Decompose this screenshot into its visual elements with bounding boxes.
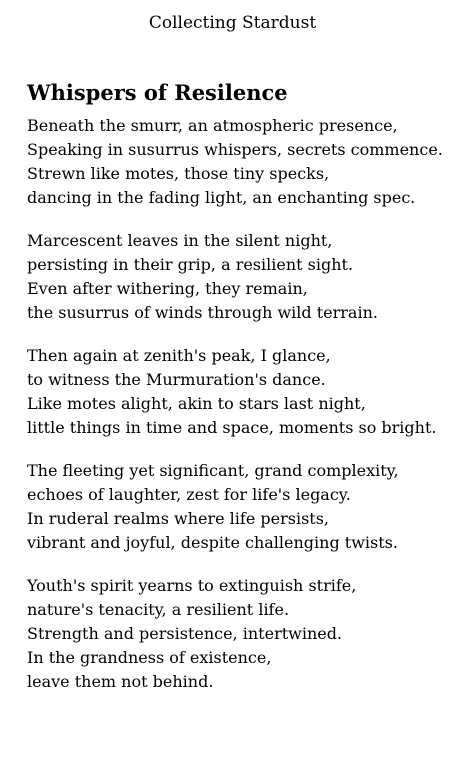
poem-line: Strength and persistence, intertwined. [27, 624, 343, 643]
poem-line: persisting in their grip, a resilient sight. [27, 255, 354, 274]
poem-title: Whispers of Resilence [27, 80, 288, 105]
poem-line: echoes of laughter, zest for life's legacy. [27, 485, 351, 504]
poem-line: Strewn like motes, those tiny specks, [27, 164, 330, 183]
poem-line: to witness the Murmuration's dance. [27, 370, 326, 389]
poem-line: Marcescent leaves in the silent night, [27, 231, 333, 250]
poem-line: The fleeting yet significant, grand complexity, [27, 461, 399, 480]
poem [27, 80, 457, 713]
poem-line: dancing in the fading light, an enchanting spec. [27, 188, 416, 207]
poem-line: nature's tenacity, a resilient life. [27, 600, 290, 619]
poem-line: little things in time and space, moments so bright. [27, 418, 437, 437]
poem-line: Speaking in susurrus whispers, secrets commence. [27, 140, 443, 159]
poem-line: Like motes alight, akin to stars last night, [27, 394, 366, 413]
poem-line: Youth's spirit yearns to extinguish strife, [27, 576, 357, 595]
poem-line: leave them not behind. [27, 672, 214, 691]
poem-line: In the grandness of existence, [27, 648, 272, 667]
poem-line: vibrant and joyful, despite challenging twists. [27, 533, 398, 552]
book-title: Collecting Stardust [148, 13, 317, 33]
stanza-1 [27, 114, 457, 210]
stanza-4 [27, 459, 457, 555]
poem-line: Even after withering, they remain, [27, 279, 308, 298]
poem-line: Beneath the smurr, an atmospheric presence, [27, 116, 398, 135]
stanza-3 [27, 344, 457, 440]
stanza-5 [27, 574, 457, 694]
poem-line: Then again at zenith's peak, I glance, [27, 346, 331, 365]
poem-line: the susurrus of winds through wild terrain. [27, 303, 378, 322]
stanza-2 [27, 229, 457, 325]
poem-line: In ruderal realms where life persists, [27, 509, 330, 528]
